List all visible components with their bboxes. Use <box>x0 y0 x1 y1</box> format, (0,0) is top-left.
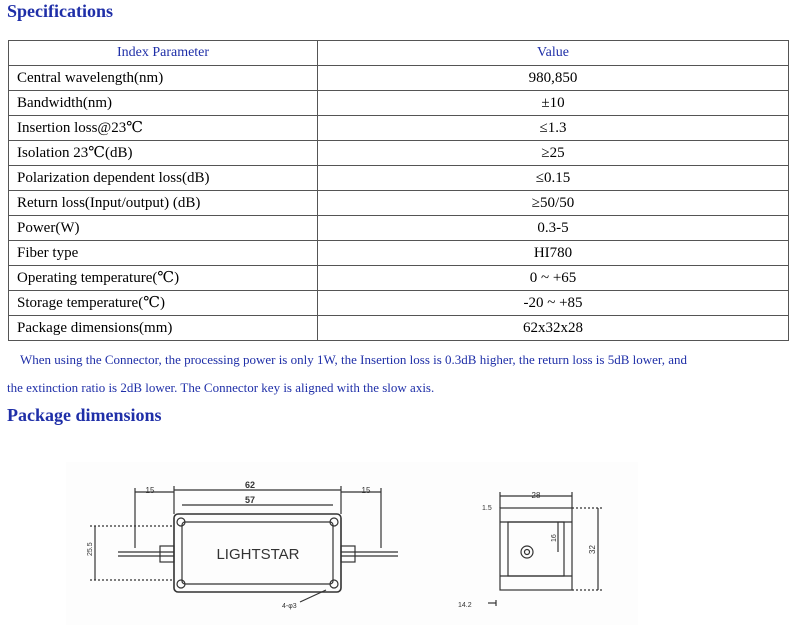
connector-note-line-2: the extinction ratio is 2dB lower. The Connector key is aligned with the slow axis. <box>7 380 435 395</box>
table-header-row <box>9 41 789 66</box>
param-cell: Polarization dependent loss(dB) <box>9 166 318 191</box>
hole-label: 4-φ3 <box>282 603 297 610</box>
param-cell: Power(W) <box>9 216 318 241</box>
value-cell: 0.3-5 <box>318 216 789 241</box>
param-cell: Insertion loss@23℃ <box>9 116 318 141</box>
param-cell: Package dimensions(mm) <box>9 316 318 341</box>
param-cell: Return loss(Input/output) (dB) <box>9 191 318 216</box>
value-cell: 62x32x28 <box>318 316 789 341</box>
param-cell: Bandwidth(nm) <box>9 91 318 116</box>
dim-label-57: 57 <box>244 495 256 505</box>
connector-note-line-1: When using the Connector, the processing power is only 1W, the Insertion loss is 0.3dB higher, the return loss is 5dB lower, and <box>20 352 687 367</box>
header-index-parameter: Index Parameter <box>9 41 318 66</box>
param-cell: Isolation 23℃(dB) <box>9 141 318 166</box>
table-row <box>9 91 789 116</box>
dim-label-62: 62 <box>244 480 256 490</box>
table-row <box>9 291 789 316</box>
dim-label-32: 32 <box>588 545 597 554</box>
table-row <box>9 116 789 141</box>
value-cell: -20 ~ +85 <box>318 291 789 316</box>
table-row <box>9 66 789 91</box>
brand-label: LIGHTSTAR <box>216 546 300 563</box>
param-cell: Central wavelength(nm) <box>9 66 318 91</box>
value-cell: ±10 <box>318 91 789 116</box>
value-cell: ≤1.3 <box>318 116 789 141</box>
table-row <box>9 216 789 241</box>
package-drawing <box>0 430 797 625</box>
value-cell: ≤0.15 <box>318 166 789 191</box>
dim-label-15-right: 15 <box>361 486 371 495</box>
table-row <box>9 141 789 166</box>
table-row <box>9 266 789 291</box>
header-value: Value <box>318 41 789 66</box>
dim-label-1-5: 1.5 <box>482 505 492 512</box>
table-row <box>9 241 789 266</box>
specifications-table <box>8 40 789 341</box>
value-cell: 980,850 <box>318 66 789 91</box>
dim-label-14-2: 14.2 <box>458 602 472 609</box>
value-cell: 0 ~ +65 <box>318 266 789 291</box>
table-row <box>9 316 789 341</box>
value-cell: ≥25 <box>318 141 789 166</box>
param-cell: Fiber type <box>9 241 318 266</box>
dim-label-15-left: 15 <box>145 486 155 495</box>
param-cell: Operating temperature(℃) <box>9 266 318 291</box>
value-cell: HI780 <box>318 241 789 266</box>
package-dimensions-heading: Package dimensions <box>7 405 162 425</box>
dim-label-25-5: 25.5 <box>87 542 94 556</box>
value-cell: ≥50/50 <box>318 191 789 216</box>
dim-label-16: 16 <box>551 534 558 542</box>
dim-label-28: 28 <box>531 491 541 500</box>
param-cell: Storage temperature(℃) <box>9 291 318 316</box>
table-row <box>9 166 789 191</box>
table-row <box>9 191 789 216</box>
specifications-heading: Specifications <box>7 1 113 21</box>
